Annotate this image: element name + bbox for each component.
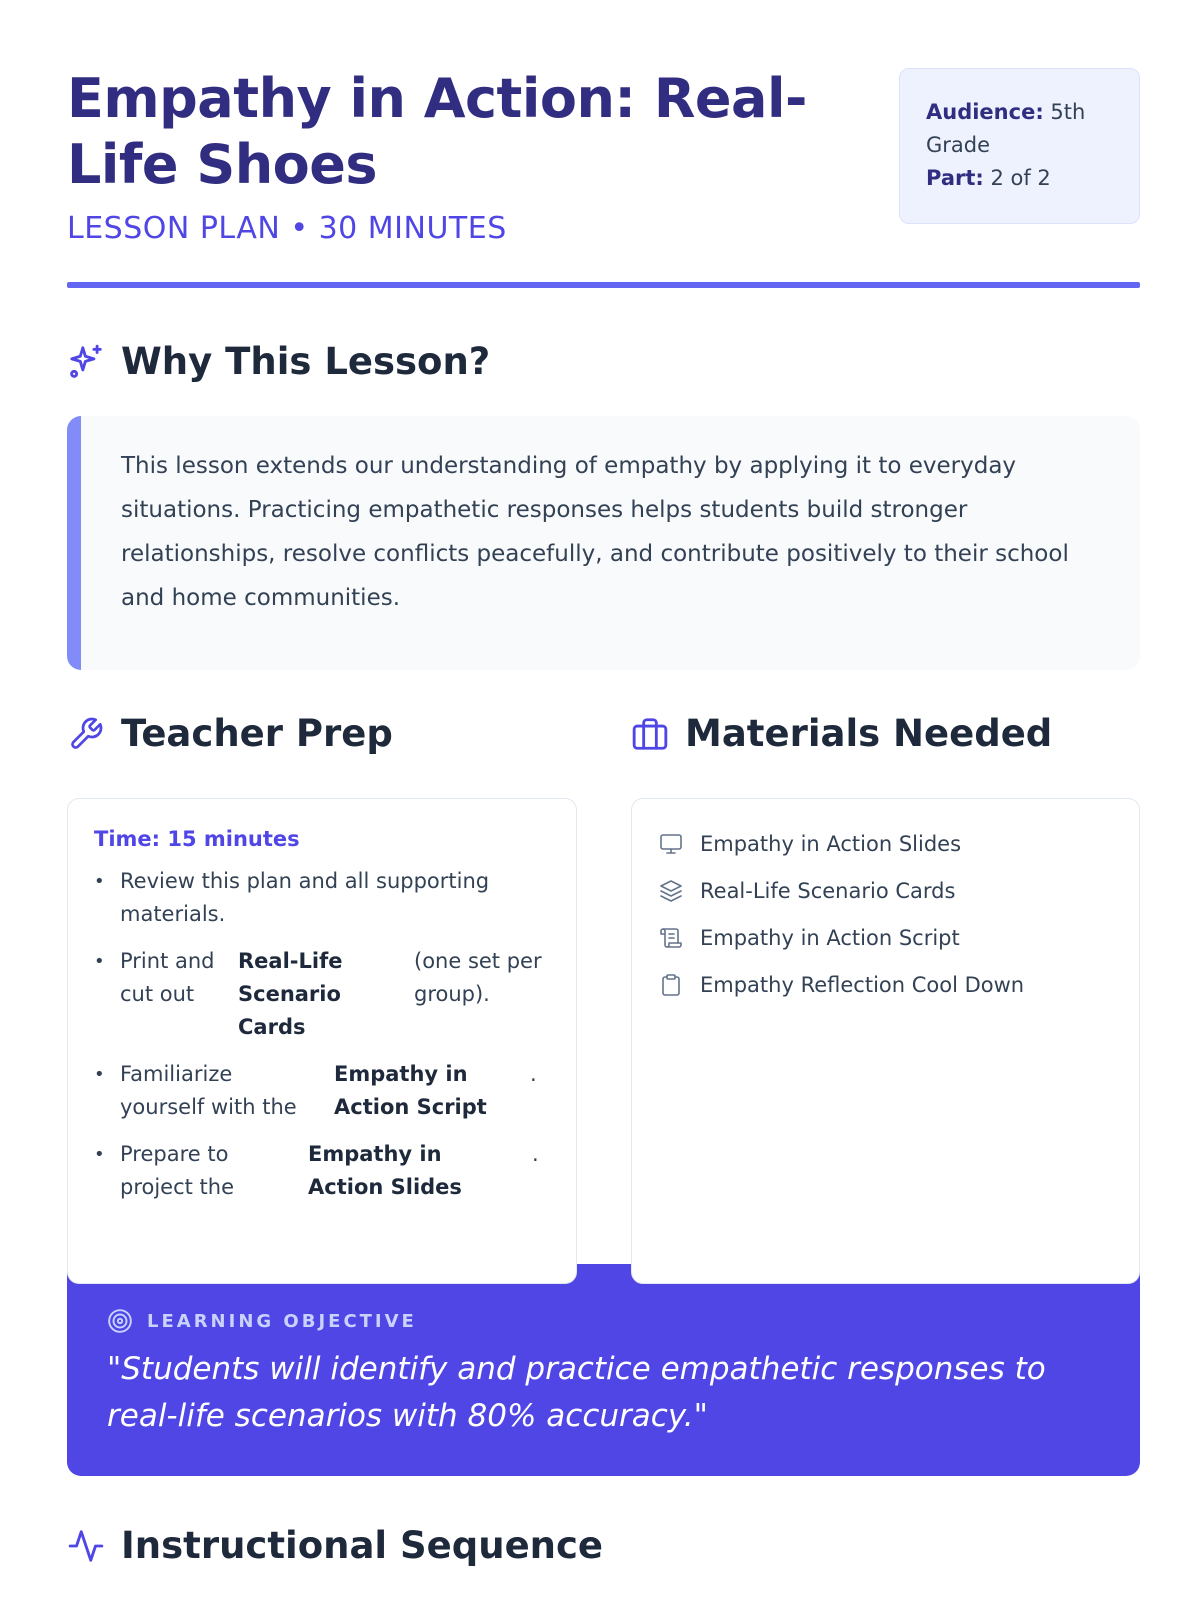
prep-item-text: Print and cut out — [120, 949, 215, 1006]
bullet: • — [94, 871, 105, 892]
part-label: Part: — [926, 166, 984, 190]
prep-item-after: (one set per group). — [414, 949, 542, 1006]
prep-list — [94, 865, 550, 1204]
prep-item — [94, 865, 550, 931]
bullet: • — [94, 1064, 105, 1085]
lesson-header — [67, 66, 1140, 288]
materials-heading: Materials Needed — [685, 712, 1053, 755]
material-item — [658, 968, 1113, 1001]
briefcase-icon — [631, 715, 669, 753]
why-section-heading — [67, 340, 490, 383]
page-subtitle: LESSON PLAN • 30 MINUTES — [67, 211, 507, 246]
sequence-heading: Instructional Sequence — [121, 1524, 604, 1567]
target-icon — [107, 1308, 133, 1334]
prep-item — [94, 1138, 550, 1204]
objective-text: "Students will identify and practice empathetic responses to real-life scenarios with 80% accuracy." — [107, 1351, 1046, 1434]
material-item — [658, 827, 1113, 860]
clipboard-icon — [658, 972, 684, 998]
learning-objective-banner — [67, 1264, 1140, 1476]
why-callout — [67, 416, 1140, 670]
part-value: 2 of 2 — [990, 166, 1051, 190]
prep-item-bold: Empathy in Action Slides — [308, 1142, 462, 1199]
material-label: Real-Life Scenario Cards — [700, 878, 956, 903]
prep-item — [94, 945, 550, 1044]
prep-item-text: Review this plan and all supporting materials. — [120, 869, 490, 926]
layers-icon — [658, 878, 684, 904]
wrench-icon — [67, 715, 105, 753]
material-item — [658, 874, 1113, 907]
meta-box — [899, 68, 1140, 224]
material-label: Empathy in Action Script — [700, 925, 960, 950]
materials-card — [631, 798, 1140, 1284]
teacher-prep-card — [67, 798, 577, 1284]
header-divider — [67, 282, 1140, 288]
audience-row — [926, 96, 1113, 162]
why-heading: Why This Lesson? — [121, 340, 491, 383]
prep-item-bold: Empathy in Action Script — [334, 1062, 487, 1119]
material-item — [658, 921, 1113, 954]
prep-item-after: . — [532, 1142, 539, 1166]
part-row — [926, 162, 1113, 195]
prep-item-after: . — [530, 1062, 537, 1086]
audience-value: 5th Grade — [926, 100, 1086, 157]
sequence-section-heading — [67, 1524, 603, 1567]
page-title: Empathy in Action: Real-Life Shoes — [67, 67, 807, 196]
prep-time: Time: 15 minutes — [94, 827, 300, 851]
materials-section-heading — [631, 712, 1052, 755]
prep-heading: Teacher Prep — [121, 712, 393, 755]
objective-label-row — [107, 1308, 417, 1334]
prep-item — [94, 1058, 550, 1124]
scroll-icon — [658, 925, 684, 951]
material-label: Empathy Reflection Cool Down — [700, 972, 1025, 997]
sparkles-icon — [67, 343, 105, 381]
monitor-icon — [658, 831, 684, 857]
prep-item-text: Prepare to project the — [120, 1142, 235, 1199]
audience-label: Audience: — [926, 100, 1044, 124]
why-body: This lesson extends our understanding of empathy by applying it to everyday situations. Practicing empathetic responses helps students build stronger relationships, resolve conflicts peacefully, and contribute positively to their school and home communities. — [121, 453, 1069, 611]
activity-icon — [67, 1527, 105, 1565]
bullet: • — [94, 951, 105, 972]
objective-label: LEARNING OBJECTIVE — [147, 1310, 417, 1332]
material-label: Empathy in Action Slides — [700, 831, 962, 856]
bullet: • — [94, 1144, 105, 1165]
prep-section-heading — [67, 712, 393, 755]
prep-item-bold: Real-Life Scenario Cards — [238, 949, 343, 1039]
materials-list — [658, 827, 1113, 1001]
prep-item-text: Familiarize yourself with the — [120, 1062, 297, 1119]
